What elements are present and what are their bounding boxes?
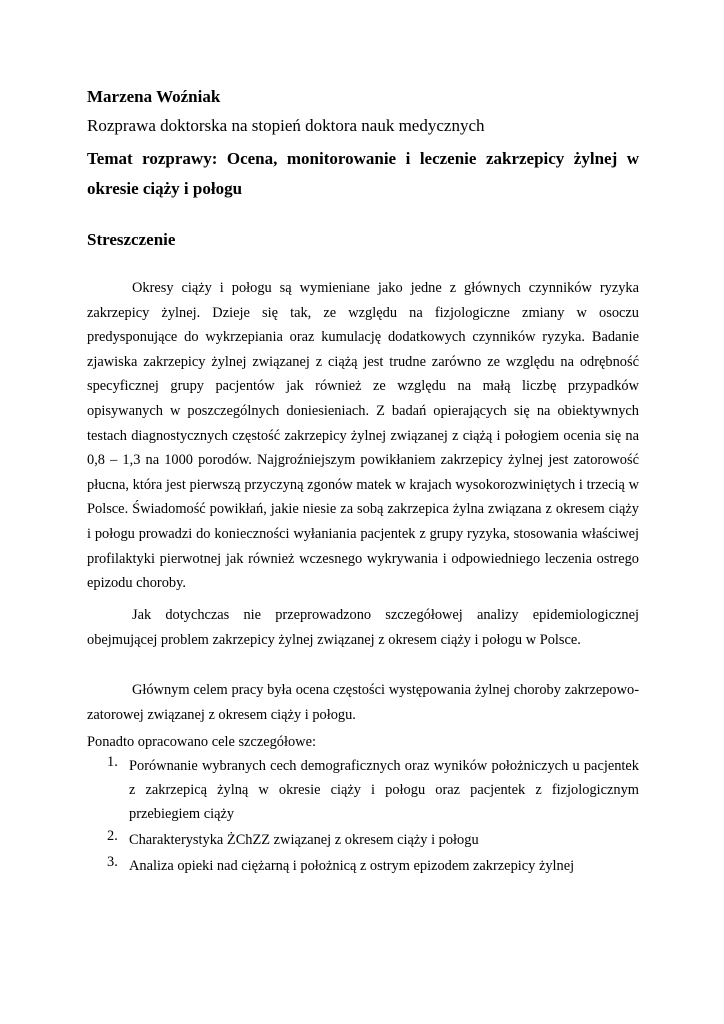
- thesis-topic: Temat rozprawy: Ocena, monitorowanie i leczenie zakrzepicy żylnej w okresie ciąży i połogu: [87, 149, 639, 198]
- goals-list: [87, 754, 639, 880]
- goal-number: 1.: [107, 754, 118, 770]
- goal-text: Charakterystyka ŻChZZ związanej z okresem ciąży i połogu: [129, 832, 479, 848]
- goal-number: 2.: [107, 828, 118, 844]
- goals-intro: Ponadto opracowano cele szczegółowe:: [87, 734, 316, 750]
- goals-list-item: [87, 854, 639, 878]
- goal-text: Analiza opieki nad ciężarną i położnicą z ostrym epizodem zakrzepicy żylnej: [129, 858, 575, 874]
- goals-list-item: [87, 828, 639, 852]
- section-title: Streszczenie: [87, 230, 176, 249]
- abstract-paragraph-3: Głównym celem pracy była ocena częstości występowania żylnej choroby zakrzepowo-zatorowej związanej z okresem ciąży i połogu.: [87, 682, 639, 723]
- goal-text: Porównanie wybranych cech demograficznych oraz wyników położniczych u pacjentek z zakrzepicą żylną w okresie ciąży i połogu oraz pacjentek z fizjologicznym przebiegiem ciąży: [129, 758, 639, 822]
- goal-number: 3.: [107, 854, 118, 870]
- thesis-subtitle: Rozprawa doktorska na stopień doktora nauk medycznych: [87, 116, 485, 135]
- goals-list-item: [87, 754, 639, 826]
- author-name: Marzena Woźniak: [87, 87, 221, 106]
- abstract-paragraph-1: Okresy ciąży i połogu są wymieniane jako jedne z głównych czynników ryzyka zakrzepicy żylnej. Dzieje się tak, ze względu na fizjologiczne zmiany w osoczu predysponujące do wykrzepiania oraz kumulację dodatkowych czynników ryzyka. Badanie zjawiska zakrzepicy żylnej związanej z ciążą jest trudne zarówno ze względu na odrębność specyficznej grupy pacjentów jak również ze względu na małą liczbę przypadków opisywanych w poszczególnych doniesieniach. Z badań opierających się na obiektywnych testach diagnostycznych częstość zakrzepicy żylnej związanej z ciążą i połogiem ocenia się na 0,8 – 1,3 na 1000 porodów. Najgroźniejszym powikłaniem zakrzepicy żylnej jest zatorowość płucna, która jest pierwszą przyczyną zgonów matek w krajach wysokorozwiniętych i trzecią w Polsce. Świadomość powikłań, jakie niesie za sobą zakrzepica żylna związana z okresem ciąży i połogu prowadzi do konieczności wyłaniania pacjentek z grupy ryzyka, stosowania właściwej profilaktyki pierwotnej jak również wczesnego wykrywania i odpowiedniego leczenia ostrego epizodu choroby.: [87, 280, 639, 592]
- abstract-paragraph-2: Jak dotychczas nie przeprowadzono szczegółowej analizy epidemiologicznej obejmującej problem zakrzepicy żylnej związanej z okresem ciąży i połogu w Polsce.: [87, 607, 639, 648]
